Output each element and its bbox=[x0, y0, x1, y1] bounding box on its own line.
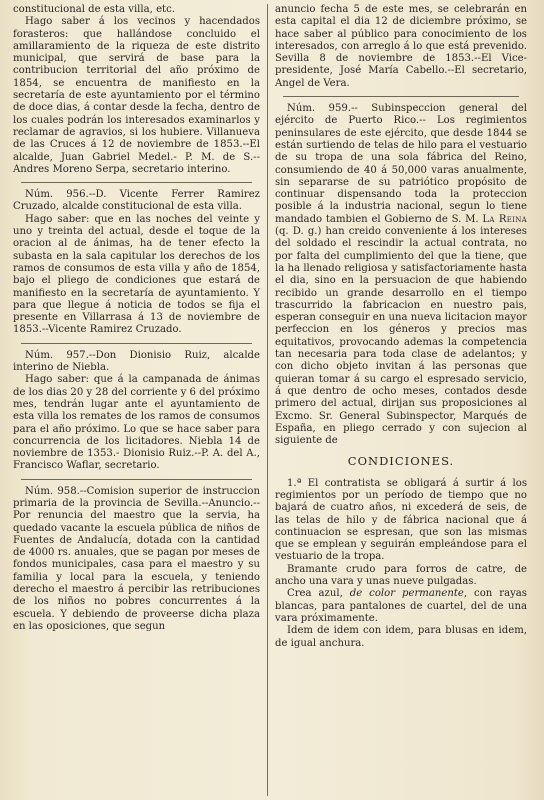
crea-azul-text-b: , con rayas blancas, para pantalones de cuartel, del de una vara próximamente. bbox=[275, 588, 527, 624]
notice-villanueva-body: Hago saber á los vecinos y hacendados forasteros: que hallándose concluido el amillaramiento de la riqueza de este distrito municipal, que servirá de base para la contribucion territorial del año próximo de 1854, se encuentra de manifiesto en la secretaría de este ayuntamiento por el término de doce dias, á contar desde la fecha, dentro de los cuales podrán los interesados examinarlos y reclamar de agravios, si los hubiere. Villanueva de las Cruces á 12 de noviembre de 1853.--El alcalde, Juan Gabriel Medel.- P. M. de S.--Andres Moreno Serpa, secretario interino. bbox=[13, 16, 260, 175]
condition-bramante: Bramante crudo para forros de catre, de ancho una vara y unas nueve pulgadas. bbox=[275, 563, 527, 588]
conditions-heading: CONDICIONES. bbox=[347, 454, 455, 469]
continuation-heading: constitucional de esta villa, etc. bbox=[13, 4, 175, 15]
notice-957-body: Hago saber: que á la campanada de ánimas de los dias 20 y 28 del corriente y 6 del próximo mes, tendrán lugar ante el ayuntamiento de esta villa los remates de los ramos de consumos para el año próximo. Lo que se hace saber para concurrencia de los licitadores. Niebla 14 de noviembre de 1353.- Dionisio Ruiz.--P. A. del A., Francisco Waflar, secretario. bbox=[13, 374, 260, 472]
notice-959-text-a: Núm. 959.-- Subinspeccion general del ejército de Puerto Rico.-- Los regimientos peninsulares de este ejército, que desde 1844 se están surtiendo de telas de hilo para el vestuario de su tropa de una sola fábrica del Reino, consumiendo de 40 á 50,000 varas anualmente, sin separarse de su patriótico propósito de continuar dispensando toda la proteccion posible á la industria nacional, segun lo tiene mandado tambien el Gobierno de S. M. bbox=[275, 103, 527, 225]
separator-rule bbox=[21, 182, 252, 183]
notice-959-body bbox=[275, 103, 527, 447]
column-divider bbox=[267, 4, 268, 796]
crea-azul-text-a: Crea azul, bbox=[287, 588, 350, 600]
notice-959-smallcaps: La Reina bbox=[482, 213, 527, 225]
right-column bbox=[275, 4, 527, 650]
notice-956-body: Hago saber: que en las noches del veinte y uno y treinta del actual, desde el toque de la oracion al de ánimas, ha de tener efecto la subasta en la sala capitular los derechos de los ramos de consumos de esta villa y año de 1854, bajo el pliego de condiciones que estará de manifiesto en la secretaría de ayuntamiento. Y para que llegue á noticia de todos se fija el presente en Villarrasa á 13 de noviembre de 1853.--Vicente Ramirez Cruzado. bbox=[13, 213, 260, 336]
notice-956-title: Núm. 956.--D. Vicente Ferrer Ramirez Cruzado, alcalde constitucional de esta villa. bbox=[13, 189, 260, 213]
separator-rule bbox=[283, 96, 519, 97]
notice-958-continuation: anuncio fecha 5 de este mes, se celebrarán en esta capital el dia 12 de diciembre próximo, se hace saber al público para conocimiento de los interesados, con arreglo á lo que está prevenido. Sevilla 8 de noviembre de 1853.--El Vice-presidente, José María Cabello.--El secretario, Angel de Vera. bbox=[275, 4, 527, 89]
crea-azul-emphasis: de color permanente bbox=[349, 588, 464, 600]
condition-1: 1.ª El contratista se obligará á surtir á los regimientos por un período de tiempo que no bajará de cuatro años, ni excederá de seis, de las telas de hilo y de fábrica nacional que á continuacion se espresan, que son las mismas que se emplean y seguirán empleándose para el vestuario de la tropa. bbox=[275, 477, 527, 563]
condition-idem: Idem de idem con idem, para blusas en idem, de igual anchura. bbox=[275, 625, 527, 649]
notice-957-title: Núm. 957.--Don Dionisio Ruiz, alcalde interino de Niebla. bbox=[13, 349, 260, 374]
separator-rule bbox=[21, 343, 252, 344]
separator-rule bbox=[21, 479, 252, 480]
left-column bbox=[13, 4, 260, 633]
condition-crea-azul bbox=[275, 588, 527, 625]
notice-959-text-b: (q. D. g.) han creido conveniente á los intereses del soldado el rescindir la actual contrata, no por falta del cumplimiento del que la tiene, que la ha llenado religiosa y satisfactoriamente hasta el dia, sino en la persuacion de que habiendo recibido un grande desarrollo en el tiempo trascurrido la fabricacion en nuestro pais, esperan conseguir en una nueva licitacion mayor perfeccion en los géneros y precios mas equitativos, provocando ademas la competencia tan necesaria para toda clase de adelantos; y con dicho objeto invitan á las personas que quieran tomar á su cargo el espresado servicio, á que dentro de ocho meses, contados desde primero del actual, dirijan sus proposiciones al Excmo. Sr. General Subinspector, Marqués de España, en pliego cerrado y con sujecion al siguiente de bbox=[275, 226, 527, 447]
notice-958-body: Núm. 958.--Comision superior de instruccion primaria de la provincia de Sevilla.--Anuncio.--Por renuncia del maestro que la servia, ha quedado vacante la escuela pública de niños de Fuentes de Andalucía, dotada con la cantidad de 4000 rs. anuales, que se pagan por meses de fondos municipales, casa para el maestro y su familia y local para la escuela, y teniendo derecho el maestro á percibir las retribuciones de los niños no pobres concurrentes á la escuela. Y debiendo de proveerse dicha plaza en las oposiciones, que segun bbox=[13, 485, 260, 632]
